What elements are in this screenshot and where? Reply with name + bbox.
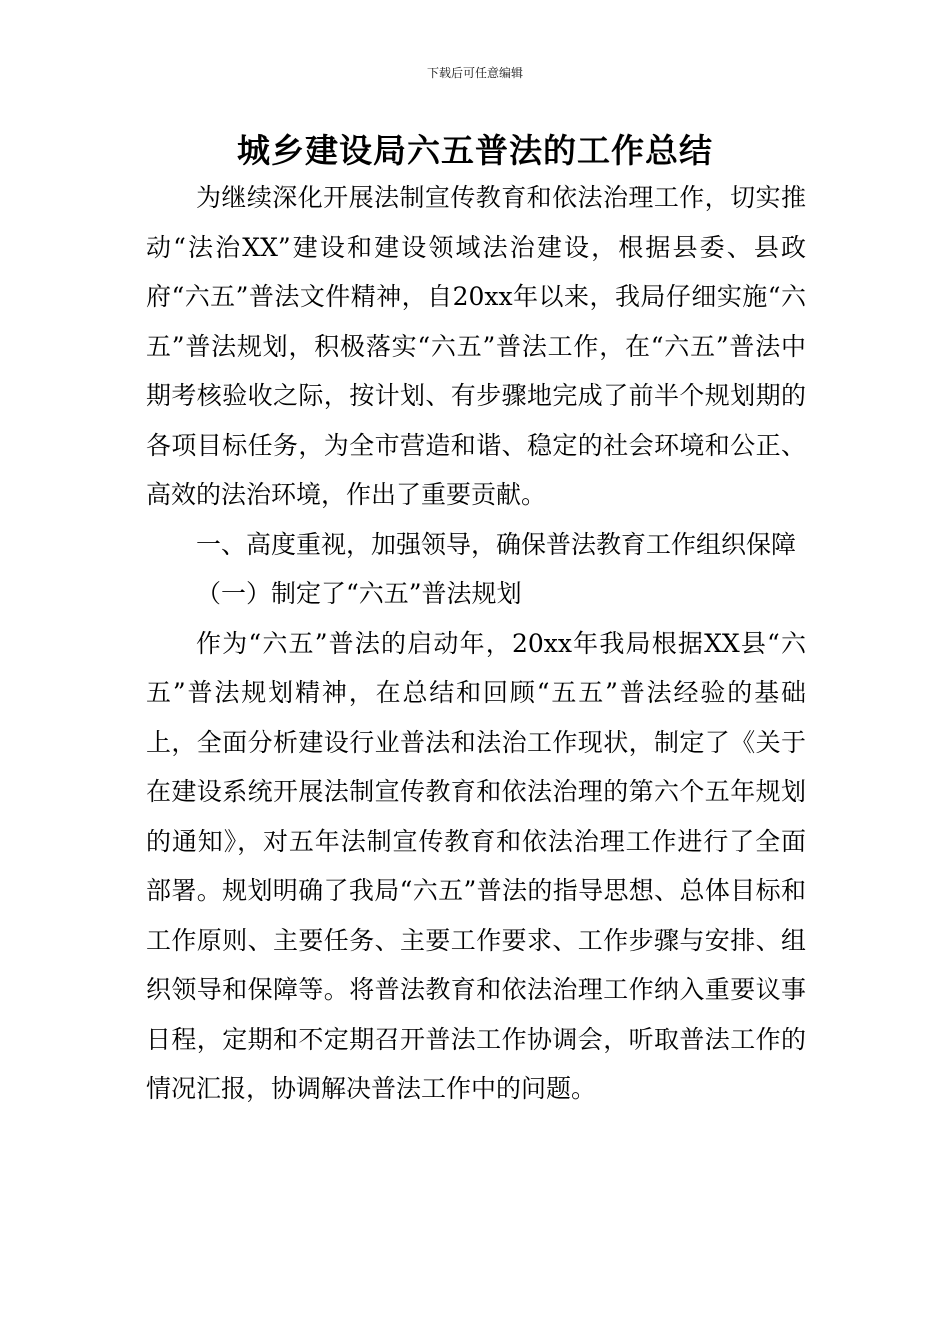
document-body xyxy=(146,173,806,1114)
header-note: 下载后可任意编辑 xyxy=(426,66,523,80)
subsection-heading-1: （一）制定了“六五”普法规划 xyxy=(196,579,522,608)
paragraph-plan: 作为“六五”普法的启动年，20xx年我局根据XX县“六五”普法规划精神，在总结和回顾“五五”普法经验的基础上，全面分析建设行业普法和法治工作现状，制定了《关于在建设系统开展法制宣传教育和依法治理的第六个五年规划的通知》，对五年法制宣传教育和依法治理工作进行了全面部署。规划明确了我局“六五”普法的指导思想、总体目标和工作原则、主要任务、主要工作要求、工作步骤与安排、组织领导和保障等。将普法教育和依法治理工作纳入重要议事日程，定期和不定期召开普法工作协调会，听取普法工作的情况汇报，协调解决普法工作中的问题。 xyxy=(146,628,806,1103)
paragraph-intro: 为继续深化开展法制宣传教育和依法治理工作，切实推动“法治XX”建设和建设领域法治建设，根据县委、县政府“六五”普法文件精神，自20xx年以来，我局仔细实施“六五”普法规划，积极落实“六五”普法工作，在“六五”普法中期考核验收之际，按计划、有步骤地完成了前半个规划期的各项目标任务，为全市营造和谐、稳定的社会环境和公正、高效的法治环境，作出了重要贡献。 xyxy=(146,183,806,509)
document-title: 城乡建设局六五普法的工作总结 xyxy=(237,131,713,170)
section-heading-1: 一、高度重视，加强领导，确保普法教育工作组织保障 xyxy=(196,529,797,559)
